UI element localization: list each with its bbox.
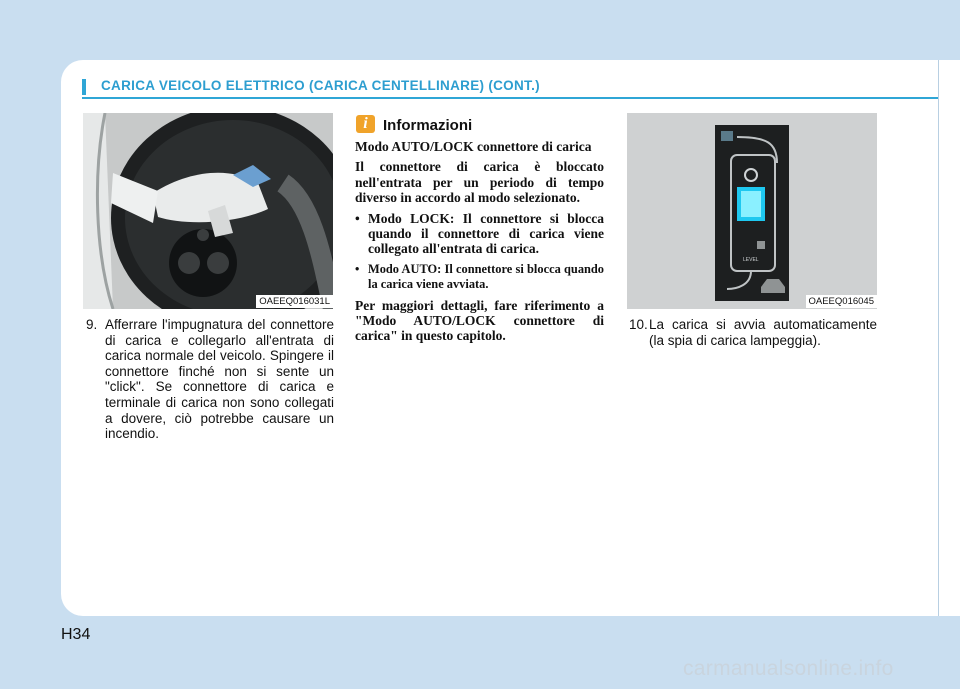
title-accent-bar	[82, 79, 86, 95]
step-number: 10.	[629, 317, 648, 332]
info-bullet: • Modo LOCK: Il connettore si blocca quando il connettore di carica viene collegato all'entrata di carica.	[355, 211, 604, 257]
info-icon: i	[356, 115, 375, 133]
info-footer: Per maggiori dettagli, fare riferimento a "Modo AUTO/LOCK connettore di carica" in questo capitolo.	[355, 297, 604, 344]
level-label: LEVEL	[743, 257, 759, 263]
page-number: H34	[61, 626, 91, 643]
step-text: La carica si avvia automaticamente (la spia di carica lampeggia).	[649, 317, 877, 348]
figure-code: OAEEQ016045	[806, 295, 878, 308]
step-item	[629, 317, 877, 348]
section-title: CARICA VEICOLO ELETTRICO (CARICA CENTELLINARE) (CONT.)	[101, 78, 540, 93]
watermark: carmanualsonline.info	[683, 657, 894, 680]
info-heading: Informazioni	[383, 117, 473, 134]
title-underline	[82, 97, 938, 99]
page-edge-line	[938, 60, 939, 616]
info-body	[355, 139, 604, 349]
info-subheading: Modo AUTO/LOCK connettore di carica	[355, 139, 592, 154]
charging-connector-photo	[83, 113, 333, 309]
figure-code: OAEEQ016031L	[256, 295, 333, 308]
info-bullet: • Modo AUTO: Il connettore si blocca quando la carica viene avviata.	[355, 262, 604, 293]
step-number: 9.	[86, 317, 98, 332]
charging-indicator-illustration	[627, 113, 877, 309]
step-item	[86, 317, 334, 442]
info-paragraph: Il connettore di carica è bloccato nell'entrata per un periodo di tempo diverso in accordo al modo selezionato.	[355, 159, 604, 206]
step-text: Afferrare l'impugnatura del connettore di carica e collegarlo all'entrata di carica normale del veicolo. Spingere il connettore finché non si sente un "click". Se connettore di carica e terminale di carica non sono collegati a dovere, ciò potrebbe causare un incendio.	[105, 317, 334, 442]
